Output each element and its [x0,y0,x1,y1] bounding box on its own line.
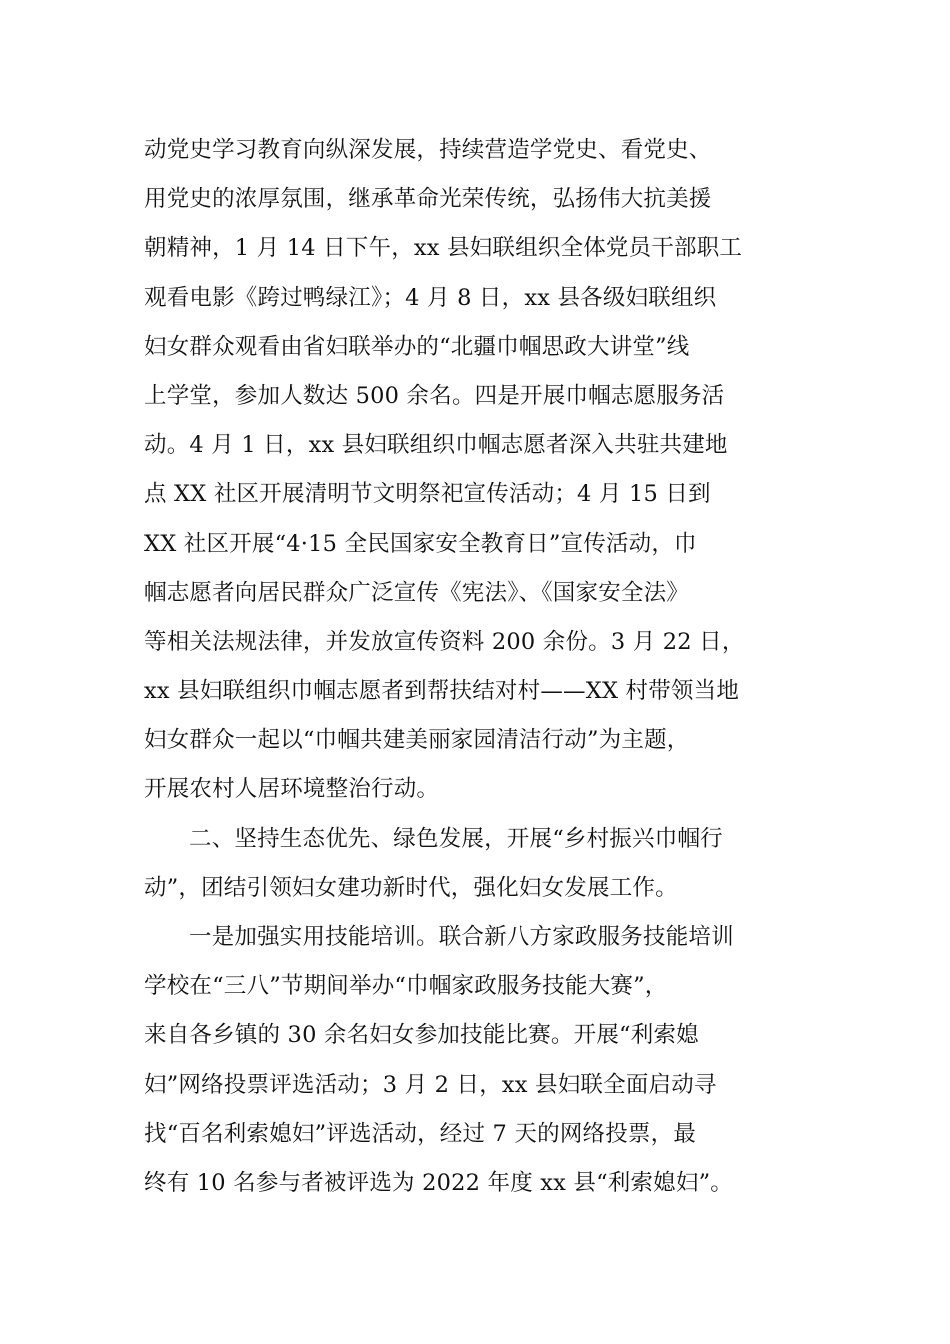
text-line-8: 点 XX 社区开展清明节文明祭祀宣传活动；4 月 15 日到 [144,481,711,508]
text-line-10: 帼志愿者向居民群众广泛宣传《宪法》、《国家安全法》 [144,579,690,606]
section-heading-line-2: 动”，团结引领妇女建功新时代，强化妇女发展工作。 [144,874,678,901]
text-line-2: 用党史的浓厚氛围，继承革命光荣传统，弘扬伟大抗美援 [144,186,712,213]
text-line-5: 妇女群众观看由省妇联举办的“北疆巾帼思政大讲堂”线 [144,333,690,360]
text-line-17: 一是加强实用技能培训。联合新八方家政服务技能培训 [189,924,734,950]
text-line-11: 等相关法规法律，并发放宣传资料 200 余份。3 月 22 日， [144,628,745,655]
text-line-14: 开展农村人居环境整治行动。 [144,776,440,803]
text-line-9: XX 社区开展“4·15 全民国家安全教育日”宣传活动，巾 [144,530,697,557]
section-heading-line-1: 二、坚持生态优先、绿色发展，开展“乡村振兴巾帼行 [189,825,723,852]
text-line-12: xx 县妇联组织巾帼志愿者到帮扶结对村——XX 村带领当地 [144,678,740,705]
text-line-19: 来自各乡镇的 30 余名妇女参加技能比赛。开展“利索媳 [144,1022,699,1049]
text-line-22: 终有 10 名参与者被评选为 2022 年度 xx 县“利索媳妇”。 [144,1169,733,1196]
text-line-1: 动党史学习教育向纵深发展，持续营造学党史、看党史、 [144,137,712,163]
text-line-3: 朝精神，1 月 14 日下午，xx 县妇联组织全体党员干部职工 [144,235,743,262]
text-line-20: 妇”网络投票评选活动；3 月 2 日，xx 县妇联全面启动寻 [144,1071,717,1098]
text-line-4: 观看电影《跨过鸭绿江》；4 月 8 日，xx 县各级妇联组织 [144,284,717,311]
text-line-6: 上学堂，参加人数达 500 余名。四是开展巾帼志愿服务活 [144,382,725,409]
document-body [144,126,844,1208]
text-line-18: 学校在“三八”节期间举办“巾帼家政服务技能大赛”， [144,973,668,1000]
text-line-21: 找“百名利索媳妇”评选活动，经过 7 天的网络投票，最 [144,1120,697,1147]
text-line-13: 妇女群众一起以“巾帼共建美丽家园清洁行动”为主题， [144,727,690,754]
text-line-7: 动。4 月 1 日，xx 县妇联组织巾帼志愿者深入共驻共建地 [144,432,728,459]
